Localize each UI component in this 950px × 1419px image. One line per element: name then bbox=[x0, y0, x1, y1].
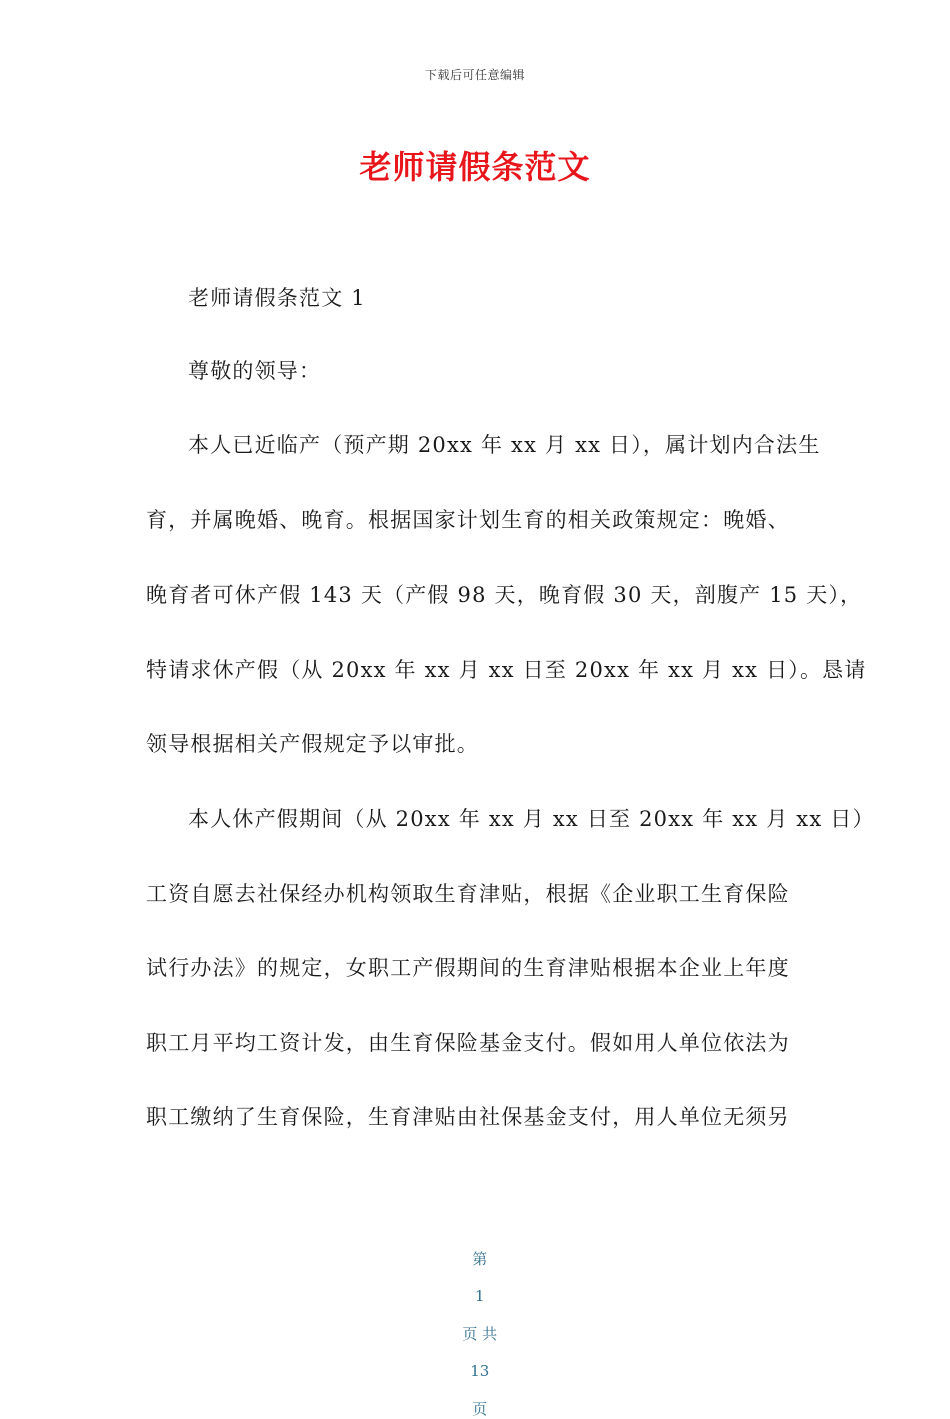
paragraph-line: 工资自愿去社保经办机构领取生育津贴，根据《企业职工生育保险 bbox=[146, 882, 790, 906]
paragraph-line: 领导根据相关产假规定予以审批。 bbox=[146, 732, 479, 756]
paragraph-line: 试行办法》的规定，女职工产假期间的生育津贴根据本企业上年度 bbox=[146, 956, 790, 980]
footer-page-middle: 页 共 bbox=[462, 1325, 498, 1343]
footer-current-page: 1 bbox=[475, 1287, 485, 1305]
salutation: 尊敬的领导： bbox=[188, 359, 322, 383]
paragraph-line: 晚育者可休产假 143 天（产假 98 天，晚育假 30 天，剖腹产 15 天）， bbox=[146, 583, 863, 607]
header-note: 下载后可任意编辑 bbox=[424, 68, 525, 82]
document-title: 老师请假条范文 bbox=[359, 148, 591, 186]
paragraph-line: 本人休产假期间（从 20xx 年 xx 月 xx 日至 20xx 年 xx 月 xx 日） bbox=[188, 807, 875, 831]
paragraph-line: 职工月平均工资计发，由生育保险基金支付。假如用人单位依法为 bbox=[146, 1031, 790, 1055]
paragraph-line: 本人已近临产（预产期 20xx 年 xx 月 xx 日），属计划内合法生 bbox=[188, 433, 821, 457]
footer-page-suffix: 页 bbox=[472, 1400, 488, 1418]
footer-total-pages: 13 bbox=[470, 1362, 490, 1380]
footer-page-prefix: 第 bbox=[472, 1250, 488, 1268]
page-footer bbox=[0, 1230, 950, 1419]
paragraph-line: 职工缴纳了生育保险，生育津贴由社保基金支付，用人单位无须另 bbox=[146, 1105, 790, 1129]
section-heading: 老师请假条范文 1 bbox=[188, 286, 366, 310]
paragraph-line: 育，并属晚婚、晚育。根据国家计划生育的相关政策规定：晚婚、 bbox=[146, 508, 790, 532]
paragraph-line: 特请求休产假（从 20xx 年 xx 月 xx 日至 20xx 年 xx 月 xx 日）。恳请 bbox=[146, 658, 867, 682]
